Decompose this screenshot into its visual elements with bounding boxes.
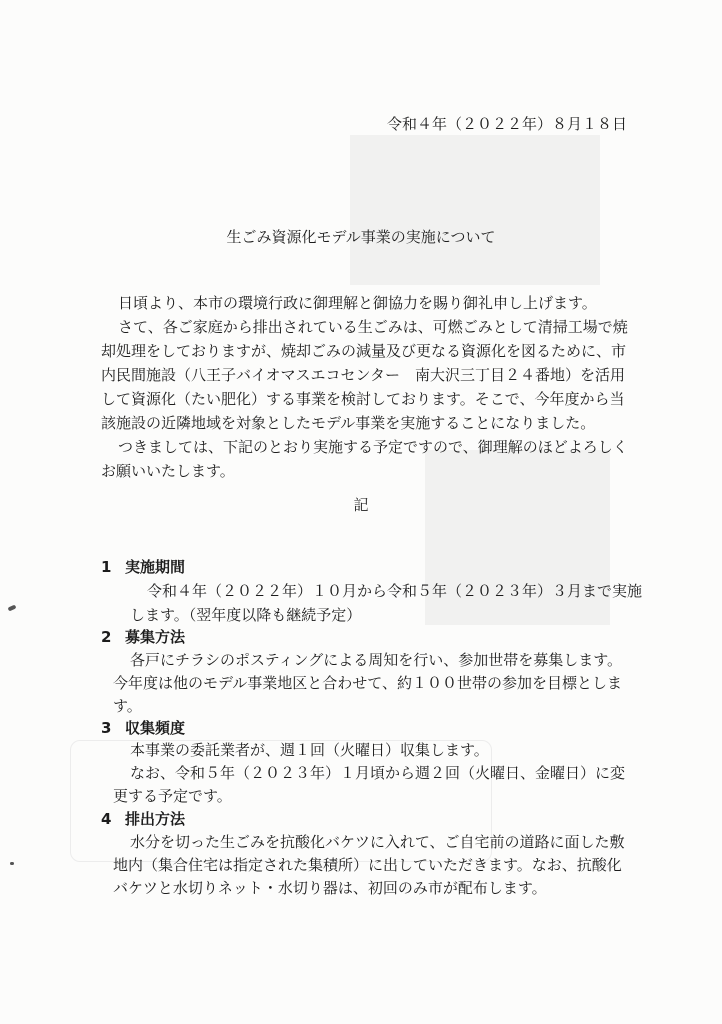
section-line: バケツと水切りネット・水切り器は、初回のみ市が配布します。 [113, 879, 547, 897]
section-heading-text: 実施期間 [125, 558, 186, 576]
intro-line: 却処理をしておりますが、焼却ごみの減量及び更なる資源化を図るために、市 [101, 342, 627, 360]
intro-line: 内民間施設（八王子バイオマスエコセンター 南大沢三丁目２４番地）を活用 [101, 366, 625, 384]
document-title: 生ごみ資源化モデル事業の実施について [226, 228, 496, 246]
section-line: 地内（集合住宅は指定された集積所）に出していただきます。なお、抗酸化 [113, 856, 622, 874]
section-heading [101, 626, 185, 648]
section-line: 今年度は他のモデル事業地区と合わせて、約１００世帯の参加を目標としま [113, 674, 622, 692]
section-number: 1 [101, 558, 112, 576]
intro-line: して資源化（たい肥化）する事業を検討しております。そこで、今年度から当 [101, 390, 625, 408]
section-line: 水分を切った生ごみを抗酸化バケツに入れて、ご自宅前の道路に面した敷 [130, 833, 625, 851]
section-line: なお、令和５年（２０２３年）１月頃から週２回（火曜日、金曜日）に変 [130, 764, 626, 782]
section-line: 更する予定です。 [113, 787, 232, 805]
scan-speck [10, 862, 14, 865]
ki-notation: 記 [353, 496, 369, 514]
intro-line: 該施設の近隣地域を対象としたモデル事業を実施することになりました。 [101, 414, 596, 432]
section-heading [101, 808, 185, 830]
section-number: 4 [101, 810, 112, 828]
section-heading [101, 717, 185, 739]
document-date: 令和４年（２０２２年）８月１８日 [386, 115, 627, 133]
section-number: 2 [101, 628, 112, 646]
section-heading-text: 募集方法 [125, 628, 186, 646]
section-line: す。 [113, 697, 142, 715]
intro-line: お願いいたします。 [101, 462, 235, 480]
scan-shading [350, 135, 600, 285]
intro-line: つきましては、下記のとおり実施する予定ですので、御理解のほどよろしく [118, 438, 628, 456]
section-line: します。（翌年度以降も継続予定） [130, 606, 362, 624]
section-number: 3 [101, 719, 112, 737]
section-line: 令和４年（２０２２年）１０月から令和５年（２０２３年）３月まで実施 [147, 582, 643, 600]
scan-speck [8, 604, 17, 611]
section-heading [101, 556, 185, 578]
section-line: 各戸にチラシのポスティングによる周知を行い、参加世帯を募集します。 [130, 651, 623, 669]
section-heading-text: 排出方法 [125, 810, 186, 828]
section-heading-text: 収集頻度 [125, 719, 186, 737]
section-line: 本事業の委託業者が、週１回（火曜日）収集します。 [130, 741, 489, 759]
intro-line: 日頃より、本市の環境行政に御理解と御協力を賜り御礼申し上げます。 [118, 294, 597, 312]
intro-line: さて、各ご家庭から排出されている生ごみは、可燃ごみとして清掃工場で焼 [118, 318, 628, 336]
